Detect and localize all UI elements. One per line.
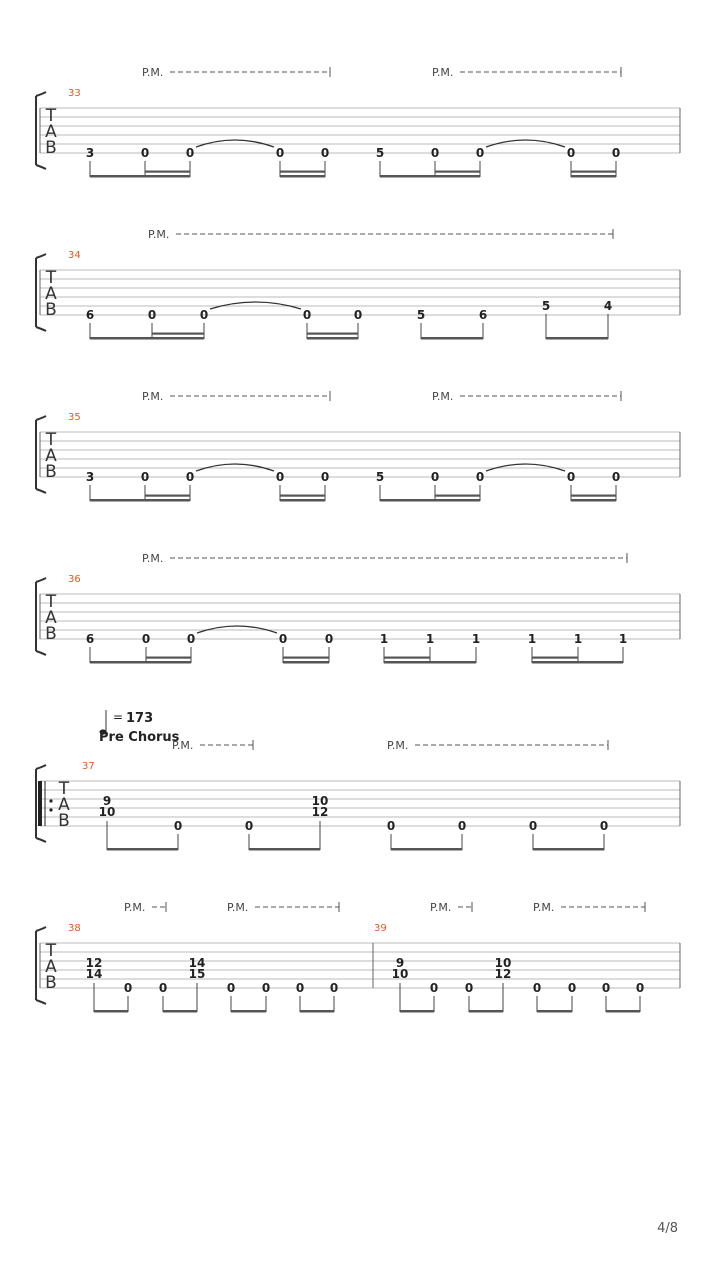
secondary-beam [532,657,578,659]
fret-number: 4 [603,299,613,313]
palm-mute-label: P.M. [142,66,164,79]
beam [533,848,604,851]
palm-mute-label: P.M. [148,228,170,241]
fret-number: 6 [478,308,488,322]
fret-number: 0 [475,470,485,484]
tab-clef-a: A [45,122,57,142]
tempo-value: 173 [126,711,154,726]
secondary-beam [280,495,325,497]
fret-number: 5 [375,146,385,160]
beam [283,661,329,664]
secondary-beam [145,495,190,497]
fret-number: 0 [567,981,577,995]
tab-clef-a: A [45,446,57,466]
fret-number: 9 [395,956,405,970]
fret-number: 0 [599,819,609,833]
beam [571,499,616,502]
beam [571,175,616,178]
fret-number: 0 [186,632,196,646]
palm-mute-label: P.M. [533,901,555,914]
measure-number: 38 [68,923,81,934]
beam [532,661,623,664]
fret-number: 0 [275,146,285,160]
fret-number: 0 [635,981,645,995]
fret-number: 0 [226,981,236,995]
palm-mute-label: P.M. [430,901,452,914]
secondary-beam [307,333,358,335]
fret-number: 0 [532,981,542,995]
fret-number: 0 [528,819,538,833]
repeat-thick-bar [38,781,42,826]
fret-number: 0 [464,981,474,995]
fret-number: 0 [123,981,133,995]
fret-number: 5 [375,470,385,484]
fret-number: 6 [85,632,95,646]
secondary-beam [384,657,430,659]
beam [90,337,204,340]
tab-clef-a: A [58,795,70,815]
fret-number: 0 [429,981,439,995]
beam [94,1010,128,1013]
secondary-beam [435,495,480,497]
tab-clef-a: A [45,608,57,628]
secondary-beam [152,333,204,335]
secondary-beam [283,657,329,659]
tab-clef-a: A [45,284,57,304]
tab-clef-t: T [45,106,57,126]
fret-number: 0 [302,308,312,322]
beam [163,1010,197,1013]
palm-mute-label: P.M. [142,552,164,565]
fret-number: 5 [416,308,426,322]
measure-number: 35 [68,412,81,423]
fret-number: 12 [311,805,329,819]
tab-clef-b: B [45,138,57,158]
fret-number: 1 [527,632,537,646]
beam [307,337,358,340]
fret-number: 0 [475,146,485,160]
palm-mute-label: P.M. [142,390,164,403]
fret-number: 1 [573,632,583,646]
secondary-beam [571,495,616,497]
tab-clef-t: T [58,779,70,799]
fret-number: 10 [494,956,512,970]
measure-number: 37 [82,761,95,772]
fret-number: 14 [188,956,206,970]
section-label: Pre Chorus [99,730,180,745]
tab-clef-t: T [45,592,57,612]
palm-mute-label: P.M. [172,739,194,752]
fret-number: 0 [199,308,209,322]
beam [300,1010,334,1013]
fret-number: 3 [85,146,95,160]
secondary-beam [146,657,191,659]
beam [380,499,480,502]
fret-number: 0 [185,146,195,160]
fret-number: 10 [391,967,409,981]
beam [231,1010,266,1013]
measure-number: 34 [68,250,81,261]
beam [546,337,608,340]
palm-mute-label: P.M. [432,66,454,79]
tab-clef-t: T [45,430,57,450]
fret-number: 0 [147,308,157,322]
fret-number: 3 [85,470,95,484]
fret-number: 0 [430,470,440,484]
fret-number: 0 [244,819,254,833]
repeat-dot [49,799,52,802]
fret-number: 14 [85,967,103,981]
beam [107,848,178,851]
fret-number: 0 [140,146,150,160]
palm-mute-label: P.M. [432,390,454,403]
secondary-beam [435,171,480,173]
beam [249,848,320,851]
fret-number: 0 [430,146,440,160]
beam [606,1010,640,1013]
measure-number: 39 [374,923,387,934]
fret-number: 1 [425,632,435,646]
fret-number: 0 [320,146,330,160]
fret-number: 0 [140,470,150,484]
beam [537,1010,572,1013]
palm-mute-label: P.M. [387,739,409,752]
secondary-beam [571,171,616,173]
fret-number: 12 [85,956,103,970]
beam [380,175,480,178]
fret-number: 6 [85,308,95,322]
fret-number: 0 [275,470,285,484]
fret-number: 0 [353,308,363,322]
fret-number: 0 [611,146,621,160]
tab-clef-b: B [58,811,70,831]
fret-number: 1 [379,632,389,646]
fret-number: 15 [188,967,206,981]
secondary-beam [280,171,325,173]
fret-number: 1 [618,632,628,646]
secondary-beam [145,171,190,173]
beam [280,175,325,178]
fret-number: 10 [98,805,116,819]
fret-number: 1 [471,632,481,646]
measure-number: 33 [68,88,81,99]
beam [421,337,483,340]
fret-number: 0 [566,470,576,484]
fret-number: 0 [611,470,621,484]
fret-number: 0 [261,981,271,995]
fret-number: 0 [141,632,151,646]
fret-number: 0 [457,819,467,833]
palm-mute-label: P.M. [124,901,146,914]
measure-number: 36 [68,574,81,585]
fret-number: 0 [329,981,339,995]
tab-clef-b: B [45,973,57,993]
repeat-dot [49,808,52,811]
beam [280,499,325,502]
fret-number: 5 [541,299,551,313]
beam [391,848,462,851]
page-number: 4/8 [657,1221,678,1236]
fret-number: 12 [494,967,512,981]
tab-clef-b: B [45,624,57,644]
fret-number: 0 [386,819,396,833]
tab-clef-t: T [45,268,57,288]
tab-clef-b: B [45,462,57,482]
fret-number: 0 [278,632,288,646]
tab-clef-a: A [45,957,57,977]
fret-number: 0 [185,470,195,484]
fret-number: 0 [320,470,330,484]
beam [90,175,190,178]
beam [90,661,191,664]
fret-number: 10 [311,794,329,808]
beam [90,499,190,502]
fret-number: 0 [566,146,576,160]
fret-number: 9 [102,794,112,808]
beam [469,1010,503,1013]
palm-mute-label: P.M. [227,901,249,914]
fret-number: 0 [158,981,168,995]
beam [384,661,476,664]
fret-number: 0 [173,819,183,833]
tempo-equals: = [113,710,124,724]
tab-clef-b: B [45,300,57,320]
fret-number: 0 [324,632,334,646]
tab-clef-t: T [45,941,57,961]
fret-number: 0 [601,981,611,995]
fret-number: 0 [295,981,305,995]
beam [400,1010,434,1013]
